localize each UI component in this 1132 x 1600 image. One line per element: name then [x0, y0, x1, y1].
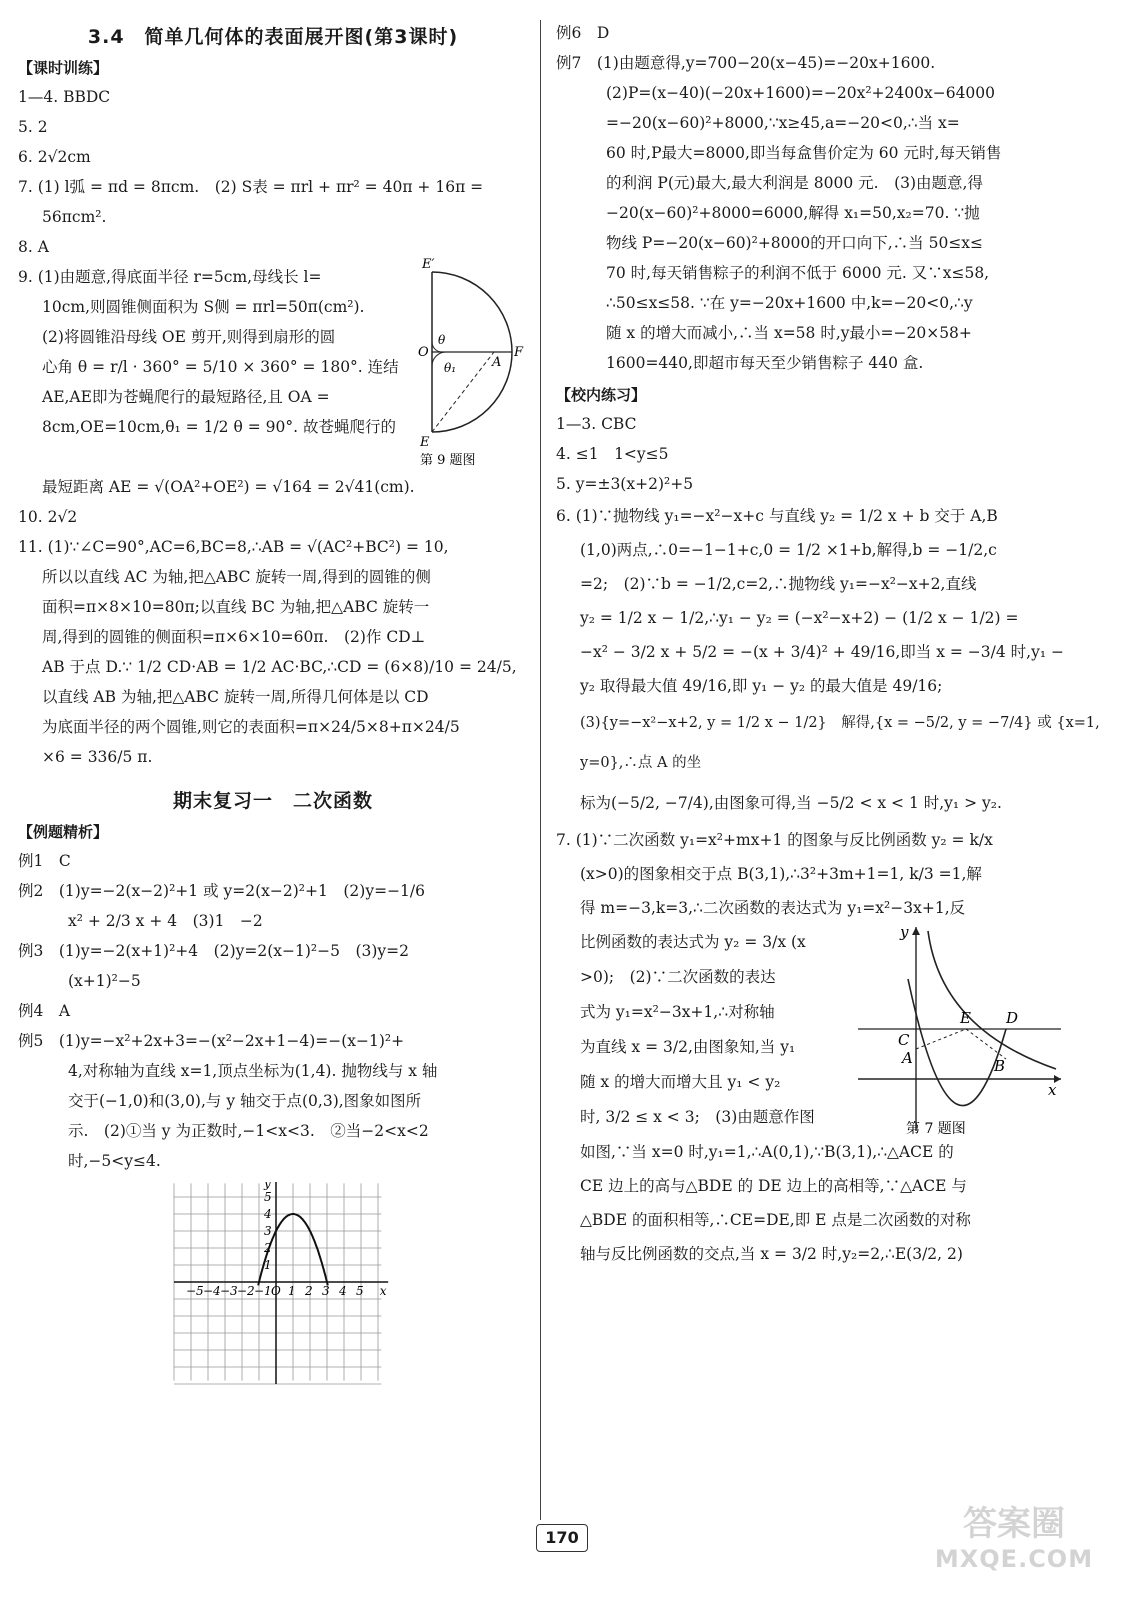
- answer-line: △BDE 的面积相等,∴CE=DE,即 E 点是二次函数的对称: [580, 1211, 971, 1229]
- answer-line: y₂ 取得最大值 49/16,即 y₁ − y₂ 的最大值是 49/16;: [580, 677, 943, 695]
- y-tick-label: 5: [264, 1190, 272, 1204]
- example-line: (2)P=(x−40)(−20x+1600)=−20x²+2400x−64000: [606, 84, 996, 102]
- answer-line: 7. (1)∵二次函数 y₁=x²+mx+1 的图象与反比例函数 y₂ = k/x: [556, 831, 993, 849]
- answer-line: 8cm,OE=10cm,θ₁ = 1/2 θ = 90°. 故苍蝇爬行的: [42, 418, 396, 436]
- fig7-label-B: B: [994, 1057, 1006, 1075]
- example-line: =−20(x−60)²+8000,∵x≥45,a=−20<0,∴当 x=: [606, 114, 960, 132]
- watermark-url: MXQE.COM: [934, 1545, 1094, 1573]
- x-tick-label: 2: [305, 1284, 313, 1298]
- answer-line: 5. y=±3(x+2)²+5: [556, 475, 694, 493]
- example-line: 交于(−1,0)和(3,0),与 y 轴交于点(0,3),图象如图所: [68, 1092, 422, 1110]
- answer-line: 以直线 AB 为轴,把△ABC 旋转一周,所得几何体是以 CD: [42, 688, 429, 706]
- y-tick-label: 1: [264, 1258, 272, 1272]
- fig7-label-E: E: [960, 1009, 971, 1027]
- x-tick-label: −4: [203, 1284, 221, 1298]
- example-line: 例7 (1)由题意得,y=700−20(x−45)=−20x+1600.: [556, 54, 936, 72]
- q7-figure: [856, 919, 1068, 1139]
- x-tick-label: −3: [220, 1284, 238, 1298]
- example-line: 70 时,每天销售粽子的利润不低于 6000 元. 又∵x≤58,: [606, 264, 990, 282]
- example-line: 时,−5<y≤4.: [68, 1152, 161, 1170]
- answer-line: =2; (2)∵b = −1/2,c=2,∴抛物线 y₁=−x²−x+2,直线: [580, 575, 977, 593]
- x-tick-label: O: [271, 1284, 281, 1298]
- answer-line: >0); (2)∵二次函数的表达: [580, 968, 776, 986]
- answer-line: (3){y=−x²−x+2, y = 1/2 x − 1/2} 解得,{x = −5/2, y = −7/4} 或 {x=1, y=0},∴点 A 的坐: [580, 715, 1100, 771]
- fig7-label-A: A: [902, 1049, 913, 1067]
- answer-line: AE,AE即为苍蝇爬行的最短路径,且 OA =: [42, 388, 330, 406]
- example-line: 物线 P=−20(x−60)²+8000的开口向下,∴当 50≤x≤: [606, 234, 984, 252]
- answer-line: 心角 θ = r/l · 360° = 5/10 × 360° = 180°. 连结: [42, 358, 399, 376]
- page-number: 170: [536, 1524, 588, 1552]
- fig9-label-E: E: [420, 435, 430, 450]
- x-tick-label: 3: [322, 1284, 330, 1298]
- example-line: x² + 2/3 x + 4 (3)1 −2: [68, 912, 263, 930]
- x-tick-label: x: [379, 1284, 387, 1298]
- answer-line: 时, 3/2 ≤ x < 3; (3)由题意作图: [580, 1108, 815, 1126]
- y-tick-label: 2: [264, 1241, 272, 1255]
- answer-line: 比例函数的表达式为 y₂ = 3/x (x: [580, 933, 806, 951]
- y-tick-label: 3: [264, 1224, 272, 1238]
- answer-line: 11. (1)∵∠C=90°,AC=6,BC=8,∴AB = √(AC²+BC²) = 10,: [18, 538, 449, 556]
- answer-line: 为直线 x = 3/2,由图象知,当 y₁: [580, 1038, 796, 1056]
- q9-block: [18, 257, 528, 472]
- example-line: 60 时,P最大=8000,即当每盒售价定为 60 元时,每天销售: [606, 144, 1002, 162]
- answer-line: 5. 2: [18, 118, 48, 136]
- example-line: 示. (2)①当 y 为正数时,−1<x<3. ②当−2<x<2: [68, 1122, 429, 1140]
- fig9-caption: 第 9 题图: [420, 453, 476, 468]
- example-line: 例5 (1)y=−x²+2x+3=−(x²−2x+1−4)=−(x−1)²+: [18, 1032, 405, 1050]
- fig7-label-x: x: [1048, 1081, 1057, 1099]
- answer-line: 最短距离 AE = √(OA²+OE²) = √164 = 2√41(cm).: [42, 478, 415, 496]
- x-tick-label: −5: [186, 1284, 204, 1298]
- section-label-practice: 【课时训练】: [18, 59, 109, 77]
- answer-line: 为底面半径的两个圆锥,则它的表面积=π×24/5×8+π×24/5: [42, 718, 460, 736]
- answer-line: 得 m=−3,k=3,∴二次函数的表达式为 y₁=x²−3x+1,反: [580, 899, 966, 917]
- example-line: −20(x−60)²+8000=6000,解得 x₁=50,x₂=70. ∵抛: [606, 204, 980, 222]
- answer-line: −x² − 3/2 x + 5/2 = −(x + 3/4)² + 49/16,即当 x = −3/4 时,y₁ −: [580, 643, 1064, 661]
- fig9-label-theta1: θ₁: [444, 361, 457, 375]
- left-column: [18, 18, 528, 1401]
- answer-line: 1—4. BBDC: [18, 88, 111, 106]
- answer-line: (2)将圆锥沿母线 OE 剪开,则得到扇形的圆: [42, 328, 336, 346]
- fig9-label-A: A: [492, 355, 502, 370]
- answer-line: ×6 = 336/5 π.: [42, 748, 153, 766]
- answer-line: AB 于点 D.∵ 1/2 CD·AB = 1/2 AC·BC,∴CD = (6×8)/10 = 24/5,: [42, 658, 517, 676]
- answer-line: y₂ = 1/2 x − 1/2,∴y₁ − y₂ = (−x²−x+2) − (1/2 x − 1/2) =: [580, 609, 1019, 627]
- answer-line: 6. (1)∵抛物线 y₁=−x²−x+c 与直线 y₂ = 1/2 x + b 交于 A,B: [556, 507, 998, 525]
- answer-line: 1—3. CBC: [556, 415, 637, 433]
- fig7-caption: 第 7 题图: [906, 1121, 966, 1137]
- example-line: ∴50≤x≤58. ∵在 y=−20x+1600 中,k=−20<0,∴y: [606, 294, 973, 312]
- fig7-label-y: y: [900, 923, 909, 941]
- example-line: 随 x 的增大而减小,∴当 x=58 时,y最小=−20×58+: [606, 324, 972, 342]
- answer-line: 10. 2√2: [18, 508, 78, 526]
- answer-line: 56πcm².: [42, 208, 107, 226]
- answer-line: 4. ≤1 1<y≤5: [556, 445, 669, 463]
- answer-line: 9. (1)由题意,得底面半径 r=5cm,母线长 l=: [18, 268, 322, 286]
- q7-block: [556, 925, 1116, 1135]
- right-column: [556, 18, 1116, 1271]
- x-tick-label: −1: [254, 1284, 272, 1298]
- answer-line: 6. 2√2cm: [18, 148, 91, 166]
- example-line: 例3 (1)y=−2(x+1)²+4 (2)y=2(x−1)²−5 (3)y=2: [18, 942, 410, 960]
- answer-line: 10cm,则圆锥侧面积为 S侧 = πrl=50π(cm²).: [42, 298, 365, 316]
- fig7-label-C: C: [898, 1031, 910, 1049]
- answer-line: 如图,∵当 x=0 时,y₁=1,∴A(0,1),∵B(3,1),∴△ACE 的: [580, 1143, 954, 1161]
- fig9-label-theta: θ: [438, 333, 446, 347]
- example-line: (x+1)²−5: [68, 972, 141, 990]
- fig9-label-E-prime: E′: [422, 257, 435, 272]
- x-tick-label: 4: [339, 1284, 347, 1298]
- fig9-label-F: F: [514, 345, 524, 360]
- y-tick-label: y: [264, 1182, 271, 1191]
- y-tick-label: 4: [264, 1207, 272, 1221]
- x-tick-label: 1: [288, 1284, 296, 1298]
- section-heading-review: 期末复习一 二次函数: [172, 790, 373, 812]
- answer-line: CE 边上的高与△BDE 的 DE 边上的高相等,∵△ACE 与: [580, 1177, 967, 1195]
- section-label-examples: 【例题精析】: [18, 823, 109, 841]
- answer-line: 式为 y₁=x²−3x+1,∴对称轴: [580, 1003, 775, 1021]
- example-line: 的利润 P(元)最大,最大利润是 8000 元. (3)由题意,得: [606, 174, 983, 192]
- answer-line: 轴与反比例函数的交点,当 x = 3/2 时,y₂=2,∴E(3/2, 2): [580, 1245, 963, 1263]
- example-line: 4,对称轴为直线 x=1,顶点坐标为(1,4). 抛物线与 x 轴: [68, 1062, 438, 1080]
- section-heading-3-4: 3.4 简单几何体的表面展开图(第3课时): [87, 26, 459, 48]
- answer-line: 周,得到的圆锥的侧面积=π×6×10=60π. (2)作 CD⊥: [42, 628, 426, 646]
- answer-line: 所以以直线 AC 为轴,把△ABC 旋转一周,得到的圆锥的侧: [42, 568, 431, 586]
- watermark-text: 答案圈: [963, 1504, 1065, 1544]
- q9-figure: [416, 256, 528, 470]
- example-line: 例2 (1)y=−2(x−2)²+1 或 y=2(x−2)²+1 (2)y=−1/6: [18, 882, 425, 900]
- answer-line: 8. A: [18, 238, 49, 256]
- answer-line: 7. (1) l弧 = πd = 8πcm. (2) S表 = πrl + πr² = 40π + 16π =: [18, 178, 484, 196]
- answer-line: 面积=π×8×10=80π;以直线 BC 为轴,把△ABC 旋转一: [42, 598, 430, 616]
- section-label-school-practice: 【校内练习】: [556, 386, 647, 404]
- fig9-label-O: O: [418, 345, 429, 360]
- example-line: 例1 C: [18, 852, 71, 870]
- watermark-logo: [914, 1496, 1114, 1592]
- x-tick-label: −2: [237, 1284, 255, 1298]
- example-line: 例4 A: [18, 1002, 71, 1020]
- answer-line: 随 x 的增大而增大且 y₁ < y₂: [580, 1073, 781, 1091]
- example-line: 例6 D: [556, 24, 610, 42]
- fig7-label-D: D: [1006, 1009, 1019, 1027]
- x-tick-label: 5: [356, 1284, 364, 1298]
- answer-line: (x>0)的图象相交于点 B(3,1),∴3²+3m+1=1, k/3 =1,解: [580, 865, 982, 883]
- example5-graph: [158, 1182, 398, 1397]
- example-line: 1600=440,即超市每天至少销售粽子 440 盒.: [606, 354, 924, 372]
- column-divider: [540, 20, 541, 1520]
- answer-line: 标为(−5/2, −7/4),由图象可得,当 −5/2 < x < 1 时,y₁ > y₂.: [580, 794, 1002, 812]
- answer-line: (1,0)两点,∴0=−1−1+c,0 = 1/2 ×1+b,解得,b = −1/2,c: [580, 541, 997, 559]
